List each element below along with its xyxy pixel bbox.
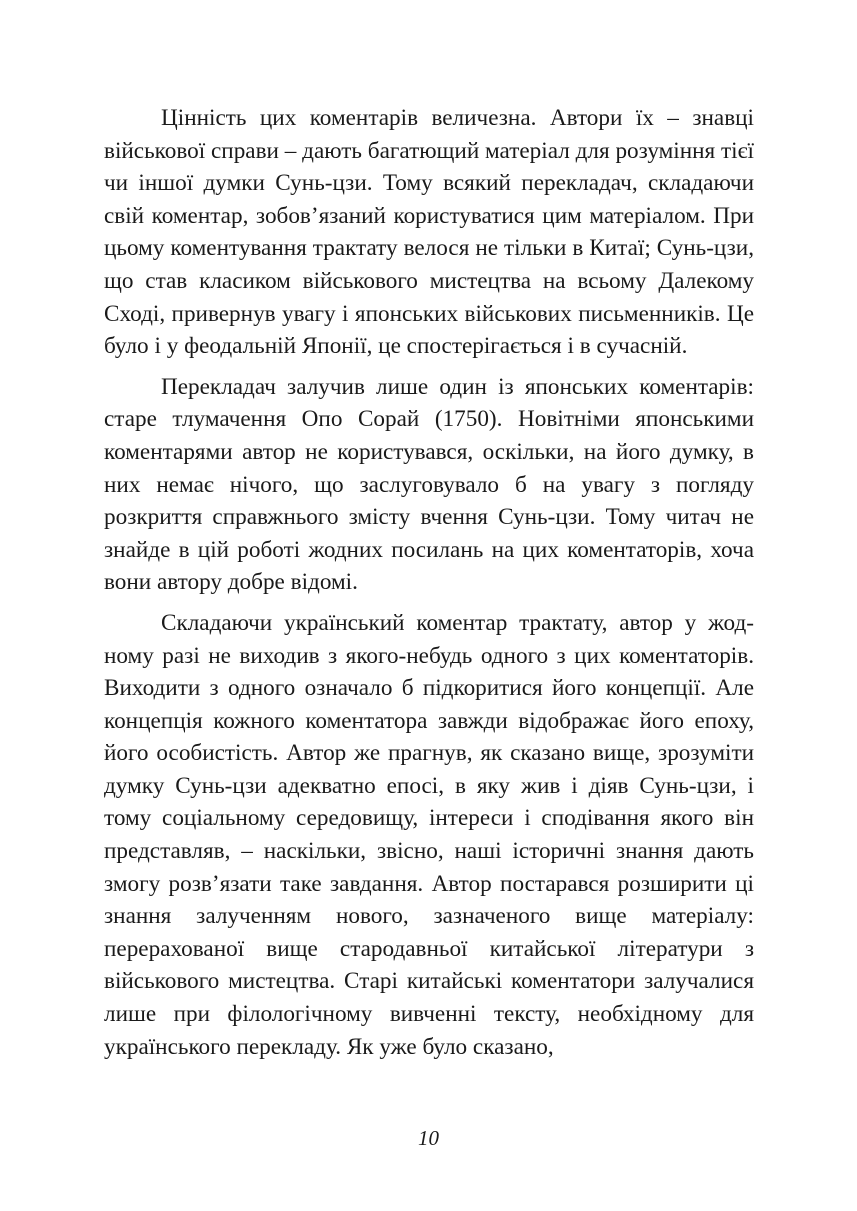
body-text (104, 102, 754, 1071)
paragraph-ukrainian-commentary: Складаючи український коментар трактату, автор у жодному разі не виходив з якого-небудь одного з цих коментаторів. Виходити з одного означало б підкоритися його концепції. Але концепція кожного коментатора завжди відображає його епоху, його особистість. Автор же прагнув, як сказано вище, зрозуміти думку Сунь-цзи адекватно епосі, в яку жив і діяв Сунь-цзи, і тому соціальному середовищу, інтереси і сподівання якого він представляв, – наскільки, звісно, наші історичні знання дають змогу розв’язати таке завдання. Автор постарався розширити ці знання залученням нового, зазначеного вище матеріалу: перерахованої вище стародавньої китайської літератури з військового мистецтва. Старі китайські коментатори залучалися лише при філологічному вивченні тексту, необхідному для українського перекладу. Як уже було сказано, (104, 609, 754, 1060)
paragraph-commentaries-value: Цінність цих коментарів величезна. Автори їх – знавці військової справи – дають багатющий матеріал для розуміння тієї чи іншої думки Сунь-цзи. Тому всякий перекладач, складаючи свій коментар, зобов’язаний користуватися цим матеріалом. При цьому коментування трактату велося не тільки в Китаї; Сунь-цзи, що став класиком військового мистецтва на всьому Далекому Сході, привернув увагу і японських військових письменників. Це було і у феодальній Японії, це спостерігається і в сучасній. (104, 105, 754, 360)
page-number: 10 (418, 1126, 439, 1150)
paragraph-japanese-commentaries: Перекладач залучив лише один із японських коментарів: старе тлумачення Опо Сорай (1750). Новітніми японськими коментарями автор не користувався, оскільки, на його думку, в них немає нічого, що заслуговувало б на увагу з погляду розкриття справжнього змісту вчення Сунь-цзи. Тому читач не знайде в цій роботі жодних посилань на цих коментаторів, хоча вони автору добре відомі. (104, 373, 754, 596)
